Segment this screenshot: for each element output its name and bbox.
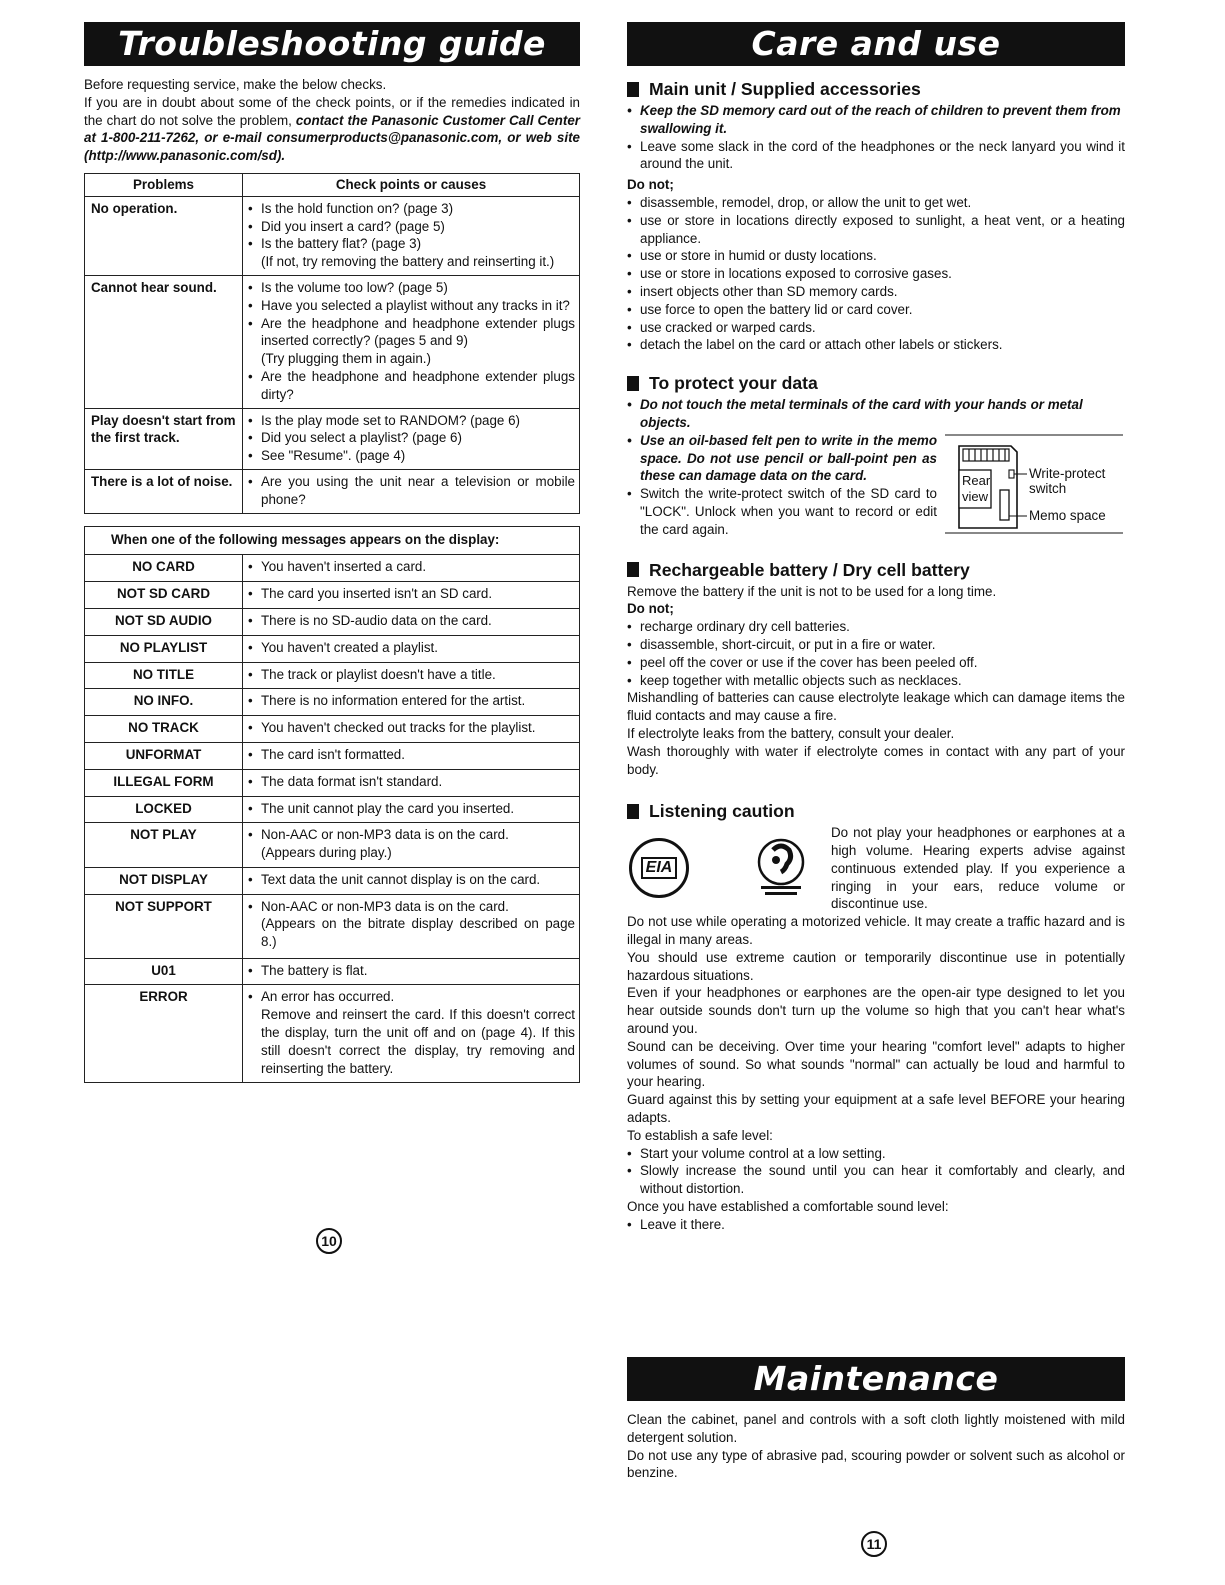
table-row [85, 894, 580, 958]
message-desc [243, 867, 580, 894]
message-desc [243, 582, 580, 609]
table-row [85, 635, 580, 662]
problem-cell: Cannot hear sound. [85, 275, 243, 408]
message-desc-text: • The unit cannot play the card you inserted. [248, 800, 575, 818]
table-row [85, 662, 580, 689]
maintenance-para: Do not use any type of abrasive pad, scouring powder or solvent such as alcohol or benzine. [627, 1447, 1125, 1481]
diagram-rear-label: Rear [962, 472, 991, 488]
battery-heading [627, 559, 1125, 581]
section-marker-icon [627, 804, 639, 819]
messages-header: When one of the following messages appears on the display: [85, 526, 580, 555]
table-row [85, 985, 580, 1083]
message-code: ILLEGAL FORM [85, 769, 243, 796]
battery-para: Wash thoroughly with water if electrolyte comes in contact with any part of your body. [627, 743, 1125, 777]
messages-table [84, 526, 580, 1084]
do-not-label: Do not; [627, 177, 674, 193]
intro-line-2-text: If you are in doubt about some of the check points, or if the remedies indicated in the chart do not solve the problem, [84, 94, 580, 128]
troubleshooting-intro [84, 76, 580, 165]
listening-steps [627, 1145, 1125, 1198]
checks-cell [243, 469, 580, 513]
check-item: • Are you using the unit near a television or mobile phone? [248, 473, 575, 509]
protect-item: • Switch the write-protect switch of the SD card to "LOCK". Unlock when you want to record or edit the card again. [627, 485, 937, 538]
message-desc-text: • The card isn't formatted. [248, 746, 575, 764]
message-code: NOT PLAY [85, 823, 243, 868]
intro-line-1: Before requesting service, make the below checks. [84, 77, 387, 92]
listening-heading-text: Listening caution [649, 801, 795, 822]
dont-item: • insert objects other than SD memory cards. [627, 283, 1125, 301]
listening-para: Sound can be deceiving. Over time your hearing "comfort level" adapts to higher volumes of sound. So what sounds "normal" can actually be loud and harmful to your hearing. [627, 1038, 1125, 1090]
diagram-memo-label: Memo space [1029, 507, 1106, 523]
message-code: LOCKED [85, 796, 243, 823]
maintenance-section [627, 1357, 1125, 1482]
intro-line-2 [84, 94, 580, 165]
checks-column-header: Check points or causes [243, 173, 580, 196]
listening-para: Do not use while operating a motorized vehicle. It may create a traffic hazard and is illegal in many areas. [627, 914, 1125, 948]
message-desc-text: • There is no SD-audio data on the card. [248, 612, 575, 630]
message-code: NO CARD [85, 555, 243, 582]
dont-item: • disassemble, short-circuit, or put in a fire or water. [627, 636, 1125, 654]
table-row [85, 716, 580, 743]
check-item: • Is the hold function on? (page 3) [248, 200, 575, 218]
message-extra: Remove and reinsert the card. If this doesn't correct the display, turn the unit off and on (page 4). If this still doesn't correct the display, try removing and reinserting the battery. [261, 1007, 575, 1076]
main-unit-item: • Keep the SD memory card out of the reach of children to prevent them from swallowing it. [627, 102, 1125, 138]
battery-line-1: Remove the battery if the unit is not to be used for a long time. [627, 583, 997, 599]
table-row [85, 689, 580, 716]
table-row [85, 469, 580, 513]
message-desc [243, 689, 580, 716]
main-unit-heading [627, 78, 1125, 100]
maintenance-para: Clean the cabinet, panel and controls with a soft cloth lightly moistened with mild detergent solution. [627, 1412, 1125, 1445]
protect-heading-text: To protect your data [649, 373, 818, 394]
section-marker-icon [627, 82, 639, 97]
protect-item: • Use an oil-based felt pen to write in the memo space. Do not use pencil or ball-point pen as these can damage data on the card. [627, 432, 937, 485]
problems-table-header [85, 173, 580, 196]
message-desc [243, 635, 580, 662]
page-number-right: 11 [861, 1531, 887, 1557]
message-desc [243, 555, 580, 582]
listening-row [627, 824, 1125, 913]
check-item: • Is the battery flat? (page 3) [248, 235, 575, 253]
message-code: NO INFO. [85, 689, 243, 716]
listening-leave: • Leave it there. [627, 1216, 1125, 1234]
message-code: NOT SD AUDIO [85, 608, 243, 635]
troubleshooting-title: Troubleshooting guide [84, 22, 580, 66]
message-desc-text: • The data format isn't standard. [248, 773, 575, 791]
message-code: ERROR [85, 985, 243, 1083]
message-desc-text: • You haven't created a playlist. [248, 639, 575, 657]
diagram-write-protect-label: Write-protect [1029, 465, 1106, 481]
dont-item: • peel off the cover or use if the cover has been peeled off. [627, 654, 1125, 672]
check-note: (If not, try removing the battery and reinserting it.) [261, 254, 555, 270]
table-row [85, 867, 580, 894]
listening-leave-list [627, 1216, 1125, 1234]
table-row [85, 275, 580, 408]
protect-item: • Do not touch the metal terminals of the card with your hands or metal objects. [627, 396, 1125, 432]
message-desc-text: • The track or playlist doesn't have a title. [248, 666, 575, 684]
listening-heading [627, 800, 1125, 822]
check-note: (Try plugging them in again.) [261, 351, 431, 367]
listening-para: Even if your headphones or earphones are the open-air type designed to let you hear outside sounds don't turn up the volume so high that you can't hear what's around you. [627, 985, 1125, 1037]
message-desc [243, 894, 580, 958]
problems-table [84, 173, 580, 514]
protect-row [627, 432, 1125, 539]
message-code: NO TRACK [85, 716, 243, 743]
check-item: • Is the volume too low? (page 5) [248, 279, 575, 297]
listening-step: • Slowly increase the sound until you can hear it comfortably and clearly, and without distortion. [627, 1162, 1125, 1198]
message-desc-text: • Text data the unit cannot display is on the card. [248, 871, 575, 889]
message-desc [243, 742, 580, 769]
message-desc-text: • Non-AAC or non-MP3 data is on the card. [248, 826, 575, 844]
listening-para: To establish a safe level: [627, 1127, 773, 1143]
message-desc-text: • You haven't inserted a card. [248, 558, 575, 576]
message-desc-text: • You haven't checked out tracks for the playlist. [248, 719, 575, 737]
diagram-switch-label: switch [1029, 480, 1067, 496]
diagram-view-label: view [962, 488, 989, 504]
battery-para: If electrolyte leaks from the battery, consult your dealer. [627, 725, 955, 741]
message-desc-text: • An error has occurred. [248, 988, 575, 1006]
main-unit-donts [627, 194, 1125, 354]
listening-step: • Start your volume control at a low setting. [627, 1145, 1125, 1163]
check-item: • Did you insert a card? (page 5) [248, 218, 575, 236]
message-desc [243, 823, 580, 868]
dont-item: • disassemble, remodel, drop, or allow the unit to get wet. [627, 194, 1125, 212]
battery-donts [627, 618, 1125, 689]
care-section [627, 22, 1125, 1234]
protect-heading [627, 372, 1125, 394]
sd-card-diagram [945, 434, 1123, 534]
table-row [85, 769, 580, 796]
check-item: • Did you select a playlist? (page 6) [248, 429, 575, 447]
message-desc [243, 769, 580, 796]
intro-contact: contact the Panasonic Customer Call Center at 1-800-211-7262, or e-mail consumerproducts@panasonic.com, or web site (http://www.panasonic.com/sd). [84, 112, 580, 164]
eia-logo-text: EIA [641, 857, 678, 879]
message-desc [243, 608, 580, 635]
message-code: NOT DISPLAY [85, 867, 243, 894]
table-row [85, 196, 580, 275]
listening-para: Guard against this by setting your equipment at a safe level BEFORE your hearing adapts. [627, 1092, 1125, 1126]
protect-list [627, 396, 1125, 432]
main-unit-item: • Leave some slack in the cord of the headphones or the neck lanyard you wind it around the unit. [627, 138, 1125, 174]
table-row [85, 555, 580, 582]
check-item: • See "Resume". (page 4) [248, 447, 575, 465]
table-row [85, 958, 580, 985]
table-row [85, 582, 580, 609]
listening-once: Once you have established a comfortable sound level: [627, 1199, 949, 1215]
problems-column-header: Problems [85, 173, 243, 196]
message-desc-text: • The battery is flat. [248, 962, 575, 980]
checks-cell [243, 275, 580, 408]
eia-logo-icon [629, 838, 689, 898]
message-code: NOT SD CARD [85, 582, 243, 609]
section-marker-icon [627, 376, 639, 391]
section-marker-icon [627, 562, 639, 577]
message-desc-text: • Non-AAC or non-MP3 data is on the card. [248, 898, 575, 916]
message-desc-text: • There is no information entered for the artist. [248, 692, 575, 710]
dont-item: • use or store in locations directly exposed to sunlight, a heat vent, or a heating appliance. [627, 212, 1125, 248]
message-code: NOT SUPPORT [85, 894, 243, 958]
check-item: • Are the headphone and headphone extender plugs inserted correctly? (pages 5 and 9) [248, 315, 575, 351]
listening-logo-icon [751, 836, 811, 900]
message-desc [243, 958, 580, 985]
message-desc-text: • The card you inserted isn't an SD card. [248, 585, 575, 603]
dont-item: • use or store in humid or dusty locations. [627, 247, 1125, 265]
problem-cell: There is a lot of noise. [85, 469, 243, 513]
listening-para: You should use extreme caution or temporarily discontinue use in potentially hazardous situations. [627, 949, 1125, 983]
care-title: Care and use [627, 22, 1125, 66]
dont-item: • detach the label on the card or attach other labels or stickers. [627, 336, 1125, 354]
table-row [85, 742, 580, 769]
message-desc [243, 662, 580, 689]
maintenance-title: Maintenance [627, 1357, 1125, 1401]
dont-item: • recharge ordinary dry cell batteries. [627, 618, 1125, 636]
listening-side-text: Do not play your headphones or earphones at a high volume. Hearing experts advise against continuous extended play. If you experience a ringing in your ears, reduce volume or discontinue use. [831, 825, 1125, 912]
table-row [85, 608, 580, 635]
troubleshooting-section [84, 22, 580, 1083]
checks-cell [243, 408, 580, 469]
check-item: • Is the play mode set to RANDOM? (page 6) [248, 412, 575, 430]
page-number-left: 10 [316, 1228, 342, 1254]
message-desc [243, 716, 580, 743]
dont-item: • use or store in locations exposed to corrosive gases. [627, 265, 1125, 283]
table-row [85, 796, 580, 823]
check-item: • Are the headphone and headphone extender plugs dirty? [248, 368, 575, 404]
problem-cell: No operation. [85, 196, 243, 275]
check-item: • Have you selected a playlist without any tracks in it? [248, 297, 575, 315]
checks-cell [243, 196, 580, 275]
messages-table-header [85, 526, 580, 555]
battery-heading-text: Rechargeable battery / Dry cell battery [649, 559, 970, 580]
dont-item: • keep together with metallic objects such as necklaces. [627, 672, 1125, 690]
message-desc [243, 796, 580, 823]
do-not-label: Do not; [627, 601, 674, 617]
protect-list-2 [627, 432, 937, 539]
dont-item: • use cracked or warped cards. [627, 319, 1125, 337]
message-code: UNFORMAT [85, 742, 243, 769]
message-code: NO TITLE [85, 662, 243, 689]
battery-para: Mishandling of batteries can cause electrolyte leakage which can damage items the fluid contacts and may cause a fire. [627, 690, 1125, 724]
message-extra: (Appears on the bitrate display described on page 8.) [261, 916, 575, 950]
message-desc [243, 985, 580, 1083]
table-row [85, 823, 580, 868]
message-extra: (Appears during play.) [261, 845, 392, 861]
message-code: NO PLAYLIST [85, 635, 243, 662]
main-unit-list [627, 102, 1125, 173]
problem-cell: Play doesn't start from the first track. [85, 408, 243, 469]
message-code: U01 [85, 958, 243, 985]
table-row [85, 408, 580, 469]
listening-logos [627, 824, 831, 900]
main-unit-heading-text: Main unit / Supplied accessories [649, 79, 921, 99]
dont-item: • use force to open the battery lid or card cover. [627, 301, 1125, 319]
